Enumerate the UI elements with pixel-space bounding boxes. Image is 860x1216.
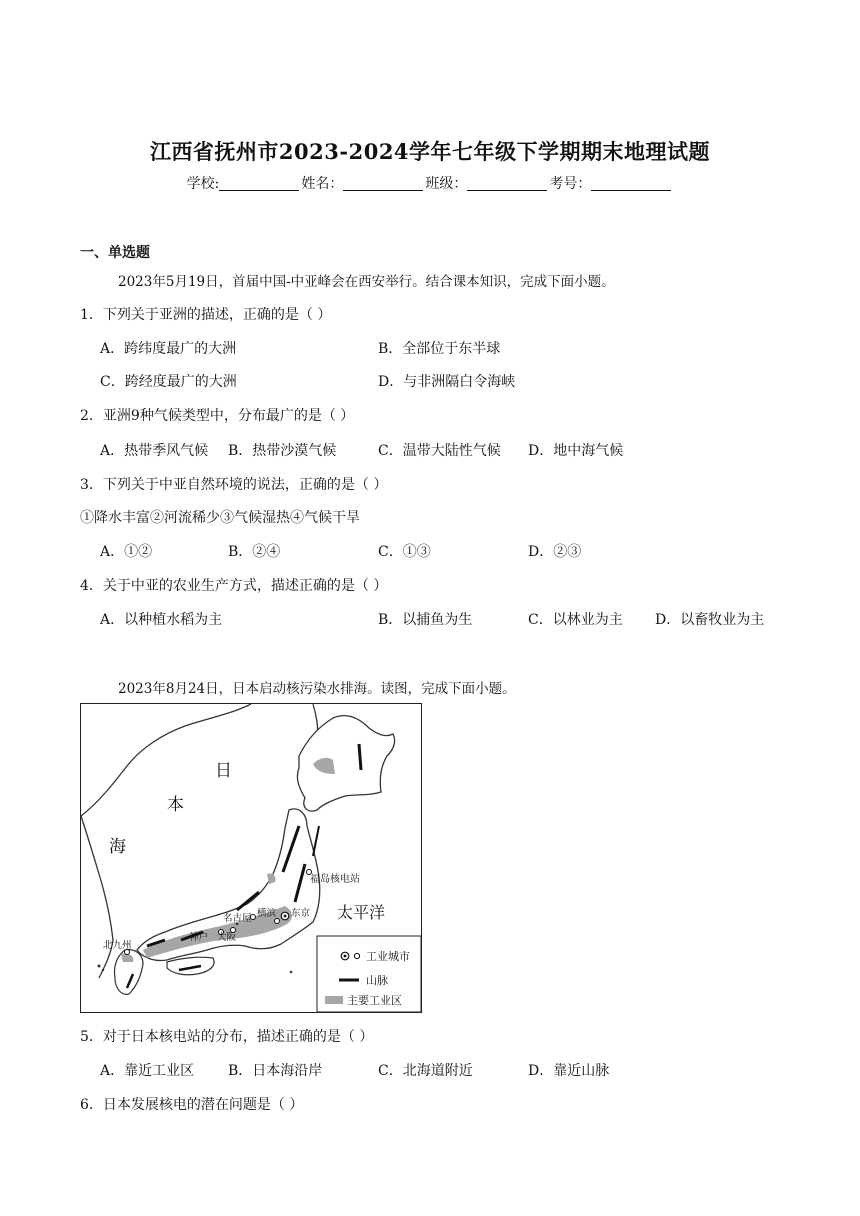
q1-option-b[interactable]: B．全部位于东半球: [378, 341, 501, 357]
sea-label-1: 日: [215, 761, 232, 781]
legend-city-label: 工业城市: [366, 950, 410, 963]
q4-option-a[interactable]: A．以种植水稻为主: [100, 612, 223, 628]
kobe-label: 神户: [189, 932, 209, 943]
group1-intro: 2023年5月19日，首届中国-中亚峰会在西安举行。结合课本知识，完成下面小题。: [118, 274, 615, 290]
q1-option-c[interactable]: C．跨经度最广的大洲: [100, 374, 237, 390]
question-5-stem: 5．对于日本核电站的分布，描述正确的是（ ）: [80, 1029, 374, 1045]
q2-option-b[interactable]: B．热带沙漠气候: [228, 443, 337, 459]
name-blank[interactable]: [343, 176, 423, 191]
question-3-stem: 3．下列关于中亚自然环境的说法，正确的是（ ）: [80, 477, 388, 493]
name-label: 姓名：: [301, 176, 344, 192]
question-4-stem: 4．关于中亚的农业生产方式，描述正确的是（ ）: [80, 578, 388, 594]
class-label: 班级：: [425, 176, 468, 192]
q5-option-a[interactable]: A．靠近工业区: [100, 1063, 195, 1079]
sea-label-2: 本: [167, 795, 184, 815]
group2-intro: 2023年8月24日，日本启动核污染水排海。读图，完成下面小题。: [118, 681, 516, 697]
legend-mountain-label: 山脉: [366, 974, 388, 987]
class-blank[interactable]: [467, 176, 547, 191]
q3-option-c[interactable]: C．①③: [378, 544, 431, 560]
question-3-substem: ①降水丰富②河流稀少③气候湿热④气候干旱: [80, 510, 360, 526]
q2-option-a[interactable]: A．热带季风气候: [100, 443, 209, 459]
q3-option-a[interactable]: A．①②: [100, 544, 153, 560]
school-blank[interactable]: [219, 176, 299, 191]
q3-option-d[interactable]: D．②③: [528, 544, 582, 560]
q1-option-a[interactable]: A．跨纬度最广的大洲: [100, 341, 237, 357]
q2-option-c[interactable]: C．温带大陆性气候: [378, 443, 501, 459]
kitakyushu-label: 北九州: [103, 940, 132, 951]
japan-map: [80, 703, 422, 1013]
nagoya-label: 名古屋: [223, 913, 252, 924]
q5-option-d[interactable]: D．靠近山脉: [528, 1063, 610, 1079]
exam-no-label: 考号：: [549, 176, 592, 192]
legend-industry-label: 主要工业区: [347, 994, 402, 1007]
ocean-label: 太平洋: [337, 903, 386, 922]
exam-title: 江西省抚州市2023-2024学年七年级下学期期末地理试题: [149, 139, 711, 164]
q5-option-c[interactable]: C．北海道附近: [378, 1063, 473, 1079]
exam-no-blank[interactable]: [591, 176, 671, 191]
q1-option-d[interactable]: D．与非洲隔白令海峡: [378, 374, 516, 390]
osaka-label: 大阪: [217, 932, 237, 943]
tokyo-label: 东京: [291, 908, 311, 919]
student-info-line: [0, 173, 860, 193]
q5-option-b[interactable]: B．日本海沿岸: [228, 1063, 323, 1079]
question-6-stem: 6．日本发展核电的潜在问题是（ ）: [80, 1097, 304, 1113]
q4-option-c[interactable]: C．以林业为主: [528, 612, 623, 628]
question-2-stem: 2．亚洲9种气候类型中，分布最广的是（ ）: [80, 408, 355, 424]
q3-option-b[interactable]: B．②④: [228, 544, 281, 560]
section-title: 一、单选题: [80, 245, 150, 261]
yokohama-label: 横滨: [257, 908, 277, 919]
question-1-stem: 1．下列关于亚洲的描述，正确的是（ ）: [80, 307, 332, 323]
q2-option-d[interactable]: D．地中海气候: [528, 443, 624, 459]
q4-option-b[interactable]: B．以捕鱼为生: [378, 612, 473, 628]
school-label: 学校:: [186, 176, 220, 192]
sea-label-3: 海: [109, 837, 126, 857]
q4-option-d[interactable]: D．以畜牧业为主: [655, 612, 765, 628]
fukushima-label: 福岛核电站: [310, 874, 360, 885]
